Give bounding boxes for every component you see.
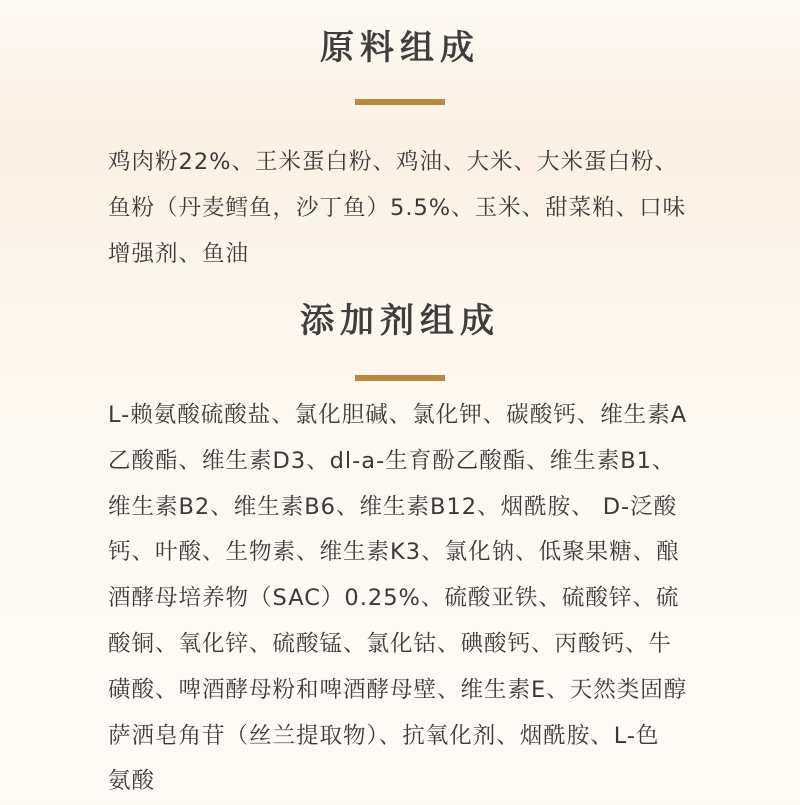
additives-line: 酒酵母培养物（SAC）0.25%、硫酸亚铁、硫酸锌、硫 — [108, 585, 680, 612]
additives-line: 维生素B2、维生素B6、维生素B12、烟酰胺、 D-泛酸 — [108, 493, 678, 520]
additives-line: 钙、叶酸、生物素、维生素K3、氯化钠、低聚果糖、酿 — [108, 539, 680, 566]
additives-line: 氨酸 — [108, 768, 156, 795]
additives-line: 乙酸酯、维生素D3、dl-a-生育酚乙酸酯、维生素B1、 — [108, 447, 676, 474]
raw-materials-line: 鱼粉（丹麦鳕鱼，沙丁鱼）5.5%、玉米、甜菜粕、口味 — [108, 194, 687, 221]
additives-line: 酸铜、氧化锌、硫酸锰、氯化钴、碘酸钙、丙酸钙、牛 — [108, 630, 673, 657]
additives-line: L-赖氨酸硫酸盐、氯化胆碱、氯化钾、碳酸钙、维生素A — [108, 402, 688, 428]
raw-materials-text — [108, 140, 708, 277]
additives-divider — [355, 375, 445, 381]
raw-materials-title: 原料组成 — [320, 28, 480, 68]
additives-line: 磺酸、啤酒酵母粉和啤酒酵母壁、维生素E、天然类固醇 — [108, 676, 688, 703]
additives-line: 萨洒皂角苷（丝兰提取物）、抗氧化剂、烟酰胺、L-色 — [108, 722, 660, 749]
additives-text — [108, 393, 708, 805]
raw-materials-line: 增强剂、鱼油 — [108, 240, 250, 267]
raw-materials-divider — [355, 99, 445, 105]
additives-title: 添加剂组成 — [300, 301, 500, 341]
raw-materials-line: 鸡肉粉22%、王米蛋白粉、鸡油、大米、大米蛋白粉、 — [108, 149, 679, 175]
